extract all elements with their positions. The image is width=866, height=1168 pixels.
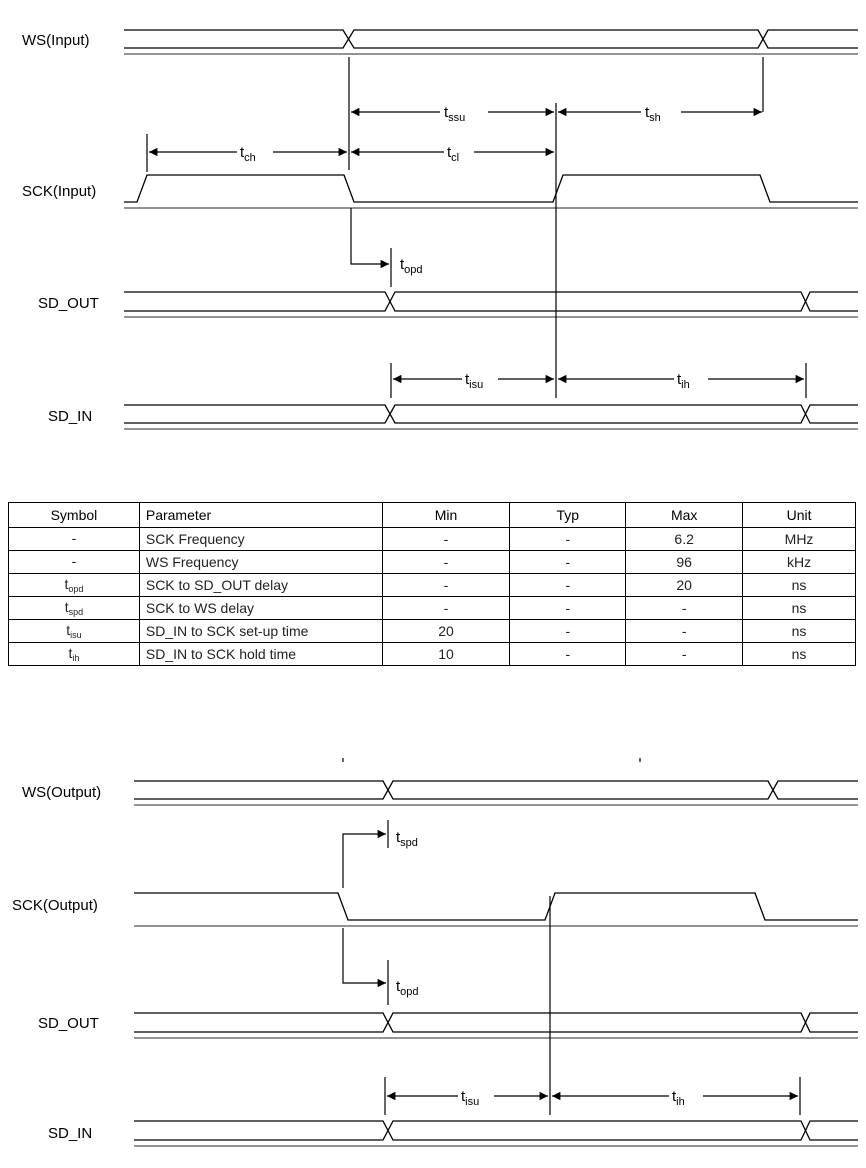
svg-text:topd: $t_{opd}$ xyxy=(400,256,423,276)
cell-min: - xyxy=(382,528,510,551)
cell-typ: - xyxy=(510,597,626,620)
cell-unit: ns xyxy=(743,620,856,643)
cell-typ: - xyxy=(510,574,626,597)
svg-text:tssu: $t_{ssu}$ xyxy=(444,104,466,124)
signal-label-sck-input: SCK(Input) xyxy=(22,183,97,200)
cell-symbol: $t_{spd}$ xyxy=(9,597,140,620)
signal-label-ws-output: WS(Output) xyxy=(22,784,102,801)
svg-text:topd: $t_{opd}$ xyxy=(396,978,419,998)
cell-typ: - xyxy=(510,620,626,643)
annotation-t-opd-2 xyxy=(396,978,419,998)
cell-unit: ns xyxy=(743,643,856,666)
table-row xyxy=(9,551,856,574)
annotation-t-cl xyxy=(444,144,474,164)
cell-symbol: $t_{opd}$ xyxy=(9,574,140,597)
annotation-t-isu xyxy=(462,371,498,391)
annotation-t-ih xyxy=(674,371,708,391)
header-symbol: Symbol xyxy=(9,503,140,528)
cell-typ: - xyxy=(510,551,626,574)
annotation-t-ssu xyxy=(440,104,488,124)
annotation-t-sh xyxy=(641,104,681,124)
cell-unit: ns xyxy=(743,574,856,597)
svg-text:tisu: $t_{isu}$ xyxy=(465,371,484,391)
table-row xyxy=(9,528,856,551)
sd-out-2-waveform xyxy=(134,1013,858,1038)
ws-output-waveform xyxy=(134,781,858,805)
cell-parameter: SCK Frequency xyxy=(139,528,382,551)
table-row xyxy=(9,597,856,620)
annotation-t-ch xyxy=(237,144,273,164)
header-min: Min xyxy=(382,503,510,528)
sck-output-waveform xyxy=(134,893,858,926)
sd-out-waveform xyxy=(124,292,858,317)
signal-label-sd-in: SD_IN xyxy=(48,408,93,425)
cell-symbol: $t_{isu}$ xyxy=(9,620,140,643)
sck-input-waveform xyxy=(124,175,858,208)
signal-label-sd-out-2: SD_OUT xyxy=(38,1015,99,1032)
header-typ: Typ xyxy=(510,503,626,528)
cell-max: - xyxy=(626,620,743,643)
cell-unit: MHz xyxy=(743,528,856,551)
table-header-row xyxy=(9,503,856,528)
svg-text:tcl: $t_{cl}$ xyxy=(447,144,460,164)
svg-text:tih: $t_{ih}$ xyxy=(672,1088,685,1108)
svg-text:tih: $t_{ih}$ xyxy=(677,371,690,391)
ws-input-waveform xyxy=(124,30,858,54)
timing-spec-table xyxy=(8,502,856,666)
annotation-t-isu-2 xyxy=(458,1088,494,1108)
annotation-t-spd xyxy=(396,829,418,849)
cell-max: 96 xyxy=(626,551,743,574)
cell-typ: - xyxy=(510,528,626,551)
header-max: Max xyxy=(626,503,743,528)
annotation-t-opd xyxy=(400,256,423,276)
cell-symbol: - xyxy=(9,528,140,551)
svg-text:tsh: $t_{sh}$ xyxy=(645,104,661,124)
cell-min: - xyxy=(382,597,510,620)
cell-parameter: SD_IN to SCK hold time xyxy=(139,643,382,666)
cell-typ: - xyxy=(510,643,626,666)
cell-parameter: SCK to SD_OUT delay xyxy=(139,574,382,597)
signal-label-sd-in-2: SD_IN xyxy=(48,1125,93,1142)
cell-symbol: $t_{ih}$ xyxy=(9,643,140,666)
header-unit: Unit xyxy=(743,503,856,528)
timing-diagram-output xyxy=(0,750,866,1168)
signal-label-sck-output: SCK(Output) xyxy=(12,897,98,914)
cell-parameter: SCK to WS delay xyxy=(139,597,382,620)
cell-unit: kHz xyxy=(743,551,856,574)
cell-min: - xyxy=(382,551,510,574)
sd-in-2-waveform xyxy=(134,1121,858,1146)
cell-symbol: - xyxy=(9,551,140,574)
cell-max: - xyxy=(626,643,743,666)
cell-parameter: SD_IN to SCK set-up time xyxy=(139,620,382,643)
signal-label-ws-input: WS(Input) xyxy=(22,32,90,49)
svg-text:tch: $t_{ch}$ xyxy=(240,144,256,164)
signal-label-sd-out: SD_OUT xyxy=(38,295,99,312)
timing-arrows-2 xyxy=(343,834,798,1096)
svg-text:tspd: $t_{spd}$ xyxy=(396,829,418,849)
cell-max: 20 xyxy=(626,574,743,597)
header-parameter: Parameter xyxy=(139,503,382,528)
table-row xyxy=(9,574,856,597)
cell-min: 20 xyxy=(382,620,510,643)
timing-reference-lines-2 xyxy=(385,820,800,1115)
annotation-t-ih-2 xyxy=(669,1088,703,1108)
cell-min: - xyxy=(382,574,510,597)
svg-text:tisu: $t_{isu}$ xyxy=(461,1088,480,1108)
cell-min: 10 xyxy=(382,643,510,666)
cell-max: 6.2 xyxy=(626,528,743,551)
cell-max: - xyxy=(626,597,743,620)
table-row xyxy=(9,620,856,643)
cell-unit: ns xyxy=(743,597,856,620)
sd-in-waveform xyxy=(124,405,858,429)
timing-diagram-input xyxy=(0,0,866,440)
table-row xyxy=(9,643,856,666)
cell-parameter: WS Frequency xyxy=(139,551,382,574)
